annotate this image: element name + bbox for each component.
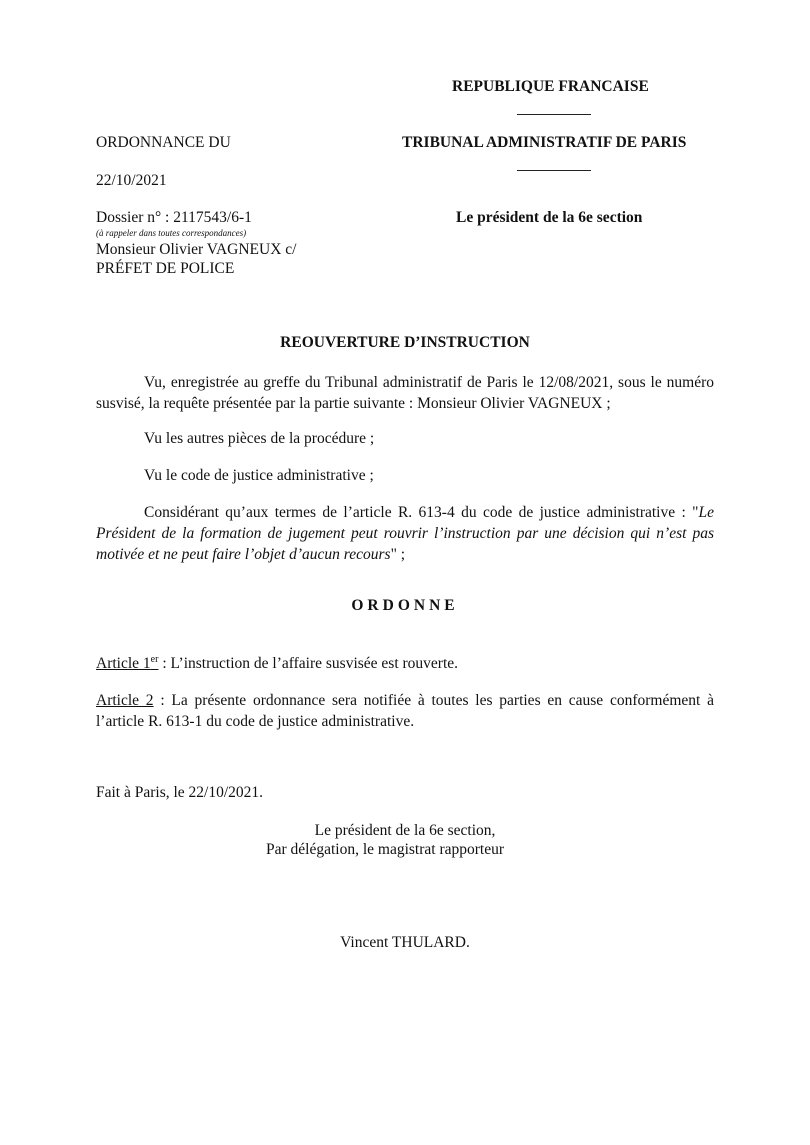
signatory-name: Vincent THULARD. (340, 934, 470, 951)
divider (517, 114, 591, 115)
parties-line-1: Monsieur Olivier VAGNEUX c/ (96, 241, 297, 258)
article-1-label (96, 655, 158, 672)
visa-pieces: Vu les autres pièces de la procédure ; (144, 430, 375, 447)
ordonnance-du-label: ORDONNANCE DU (96, 134, 231, 151)
article-2-label: Article 2 (96, 692, 154, 709)
dossier-number: Dossier n° : 2117543/6-1 (96, 209, 252, 226)
article-2 (96, 690, 714, 732)
fait-a-paris: Fait à Paris, le 22/10/2021. (96, 784, 264, 801)
considerant-intro: Considérant qu’aux termes de l’article R. 613-4 du code de justice administrative : " (144, 504, 699, 521)
article-1-text: : L’instruction de l’affaire susvisée est rouverte. (158, 655, 459, 672)
signature-title-line-2: Par délégation, le magistrat rapporteur (265, 841, 504, 858)
considerant-end: " ; (390, 546, 406, 563)
considerant-paragraph (96, 502, 714, 565)
article-1-superscript: er (150, 653, 159, 665)
article-1-label-text: Article 1 (96, 655, 151, 672)
ordonnance-date: 22/10/2021 (96, 172, 167, 189)
article-2-text: : La présente ordonnance sera notifiée à toutes les parties en cause conformément à l’article R. 613-1 du code de justice administrative. (96, 692, 714, 730)
article-1 (96, 653, 714, 674)
president-heading: Le président de la 6e section (456, 209, 643, 226)
visa-code: Vu le code de justice administrative ; (144, 467, 374, 484)
ordonne-heading: ORDONNE (351, 597, 459, 614)
parties-line-2: PRÉFET DE POLICE (96, 260, 235, 277)
document-title: REOUVERTURE D’INSTRUCTION (280, 334, 530, 351)
republic-heading: REPUBLIQUE FRANCAISE (452, 78, 649, 95)
dossier-reminder-note: (à rappeler dans toutes correspondances) (96, 228, 247, 238)
considerant-quote: Le Président de la formation de jugement peut rouvrir l’instruction par une décision qui n’est pas motivée et ne peut faire l’objet d’aucun recours (96, 504, 714, 563)
visa-requete: Vu, enregistrée au greffe du Tribunal administratif de Paris le 12/08/2021, sous le numéro susvisé, la requête présentée par la partie suivante : Monsieur Olivier VAGNEUX ; (96, 374, 714, 412)
signature-title-line-1: Le président de la 6e section, (314, 822, 496, 839)
divider (517, 170, 591, 171)
tribunal-heading: TRIBUNAL ADMINISTRATIF DE PARIS (402, 134, 687, 151)
